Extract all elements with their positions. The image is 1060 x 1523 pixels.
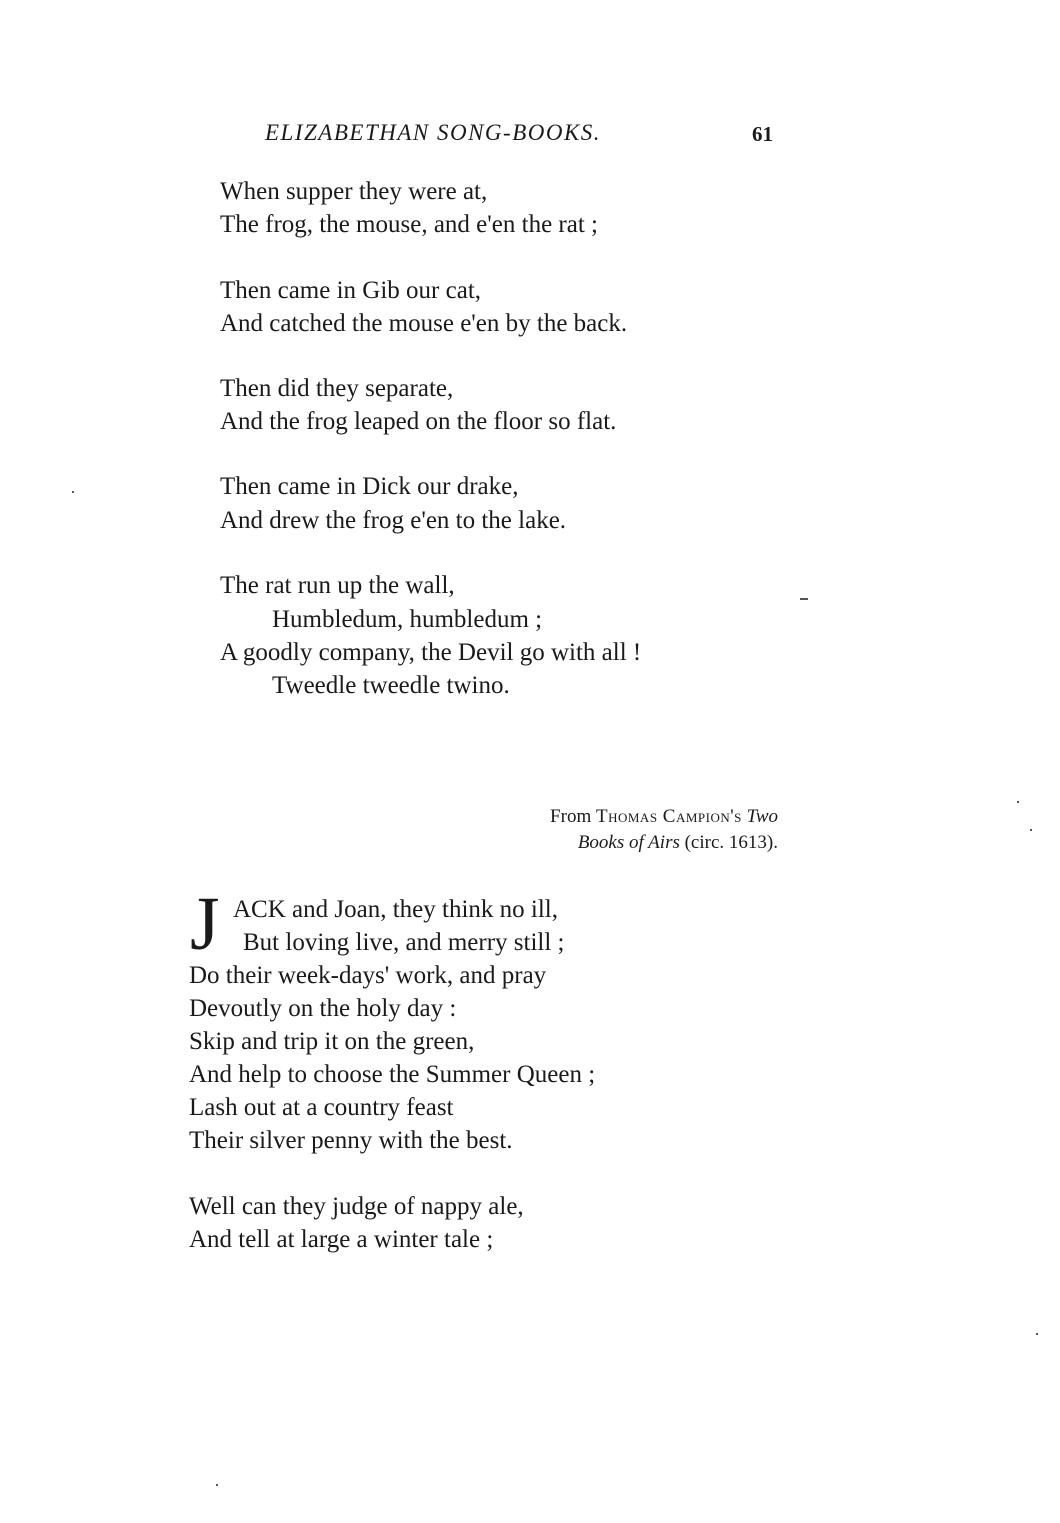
poem-line: And help to choose the Summer Queen ;: [189, 1061, 596, 1088]
poem-line: And tell at large a winter tale ;: [189, 1226, 494, 1253]
attribution-from: From: [550, 806, 592, 827]
poem-line: Skip and trip it on the green,: [189, 1028, 475, 1055]
source-attribution-line1: [420, 804, 778, 830]
poem-line: And drew the frog e'en to the lake.: [220, 507, 567, 534]
scan-speck: [1036, 1333, 1038, 1335]
scan-speck: [800, 598, 808, 600]
poem-line: Do their week-days' work, and pray: [189, 962, 547, 989]
attribution-date: (circ. 1613).: [684, 832, 778, 853]
scan-speck: [72, 491, 74, 493]
poem-line: Their silver penny with the best.: [189, 1127, 513, 1154]
poem-line: And the frog leaped on the floor so flat.: [220, 408, 617, 435]
poem-line: Lash out at a country feast: [189, 1094, 454, 1121]
poem-line: Then did they separate,: [220, 375, 454, 402]
poem-line: ACK and Joan, they think no ill,: [233, 896, 558, 923]
attribution-author: Thomas Campion's: [595, 806, 742, 827]
poem-line: The rat run up the wall,: [220, 572, 455, 599]
scan-speck: [216, 1484, 218, 1486]
running-title: ELIZABETHAN SONG-BOOKS.: [265, 120, 602, 145]
poem-line: Then came in Dick our drake,: [220, 473, 519, 500]
poem-line: Then came in Gib our cat,: [220, 277, 482, 304]
attribution-title-part1: Two: [746, 806, 778, 827]
poem-line: A goodly company, the Devil go with all !: [220, 639, 642, 666]
source-attribution-line2: [420, 830, 778, 856]
poem-line: But loving live, and merry still ;: [243, 929, 565, 956]
scan-speck: [1017, 801, 1019, 803]
poem-line-refrain: Tweedle tweedle twino.: [272, 672, 510, 699]
poem-line: The frog, the mouse, and e'en the rat ;: [220, 211, 598, 238]
poem-line-refrain: Humbledum, humbledum ;: [272, 606, 543, 633]
page-number: 61: [752, 122, 773, 146]
poem-line: Devoutly on the holy day :: [189, 995, 457, 1022]
scan-speck: [1030, 829, 1032, 831]
drop-cap: J: [190, 882, 220, 966]
attribution-title-part2: Books of Airs: [577, 832, 680, 853]
poem-line: When supper they were at,: [220, 178, 488, 205]
poem-line: Well can they judge of nappy ale,: [189, 1193, 524, 1220]
poem-line: And catched the mouse e'en by the back.: [220, 310, 628, 337]
